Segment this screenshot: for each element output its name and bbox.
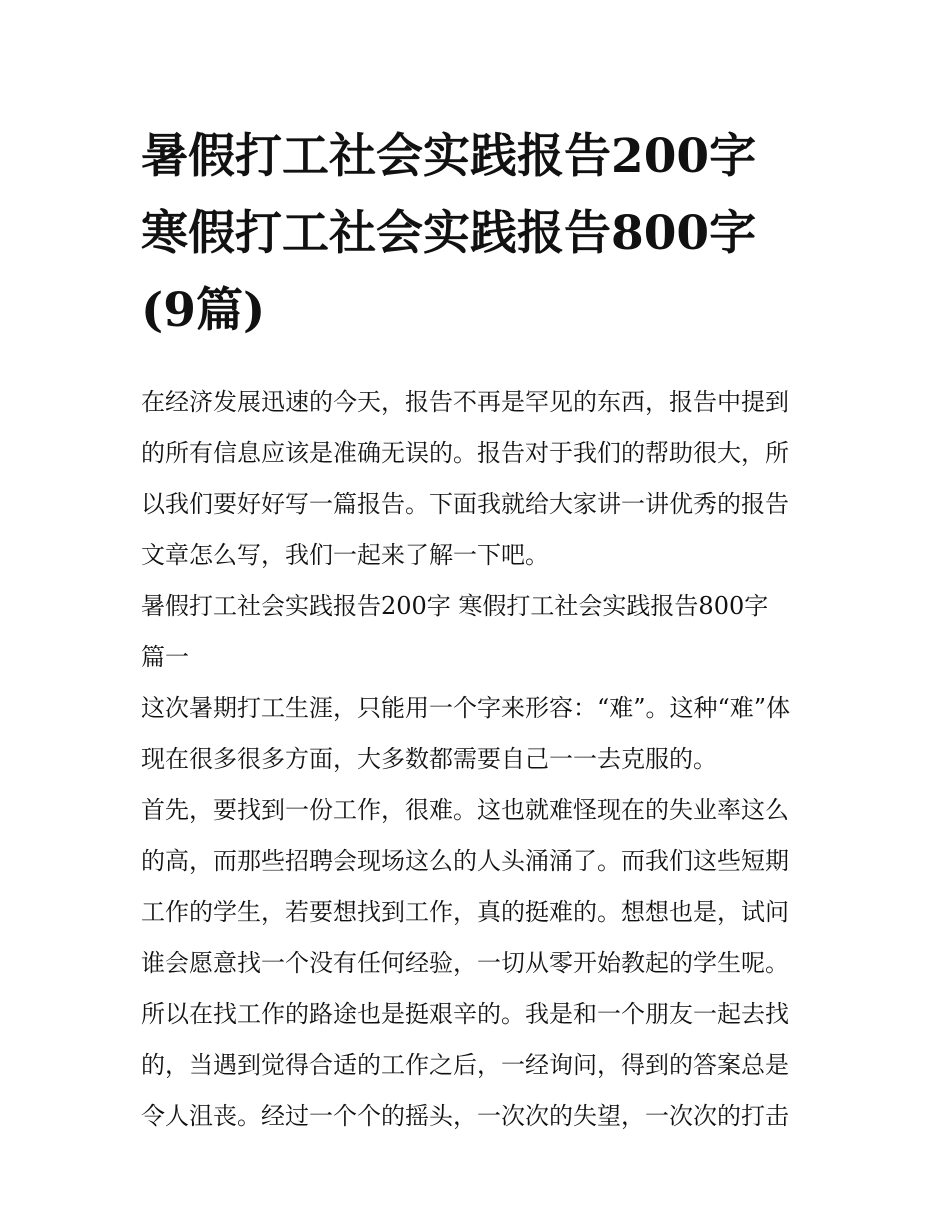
text-line: 工作的学生，若要想找到工作，真的挺难的。想想也是，试问: [141, 898, 789, 926]
text-line: 文章怎么写，我们一起来了解一下吧。: [141, 541, 549, 569]
text-line: 的，当遇到觉得合适的工作之后，一经询问，得到的答案总是: [141, 1051, 789, 1079]
title-line-2: 寒假打工社会实践报告800字: [141, 206, 757, 261]
title-line-1: 暑假打工社会实践报告200字: [141, 129, 757, 184]
body-paragraph-1: [141, 683, 813, 785]
body-paragraph-2: [141, 785, 813, 1142]
text-line: 篇一: [141, 643, 189, 671]
text-line: 令人沮丧。经过一个个的摇头，一次次的失望，一次次的打击: [141, 1102, 789, 1130]
text-line: 现在很多很多方面，大多数都需要自己一一去克服的。: [141, 745, 717, 773]
text-line: 在经济发展迅速的今天，报告不再是罕见的东西，报告中提到: [141, 388, 789, 416]
intro-paragraph: [141, 377, 813, 581]
text-line: 这次暑期打工生涯，只能用一个字来形容：“难”。这种“难”体: [141, 694, 791, 722]
text-line: 暑假打工社会实践报告200字 寒假打工社会实践报告800字: [141, 592, 769, 620]
text-line: 所以在找工作的路途也是挺艰辛的。我是和一个朋友一起去找: [141, 1000, 789, 1028]
text-line: 谁会愿意找一个没有任何经验，一切从零开始教起的学生呢。: [141, 949, 789, 977]
text-line: 的所有信息应该是准确无误的。报告对于我们的帮助很大，所: [141, 439, 789, 467]
document-page: [141, 118, 813, 1142]
document-body: [141, 377, 813, 1142]
section-subtitle: [141, 581, 813, 683]
text-line: 以我们要好好写一篇报告。下面我就给大家讲一讲优秀的报告: [141, 490, 789, 518]
text-line: 的高，而那些招聘会现场这么的人头涌涌了。而我们这些短期: [141, 847, 789, 875]
title-line-3: (9篇): [141, 283, 266, 338]
text-line: 首先，要找到一份工作，很难。这也就难怪现在的失业率这么: [141, 796, 789, 824]
document-title: [141, 118, 813, 349]
